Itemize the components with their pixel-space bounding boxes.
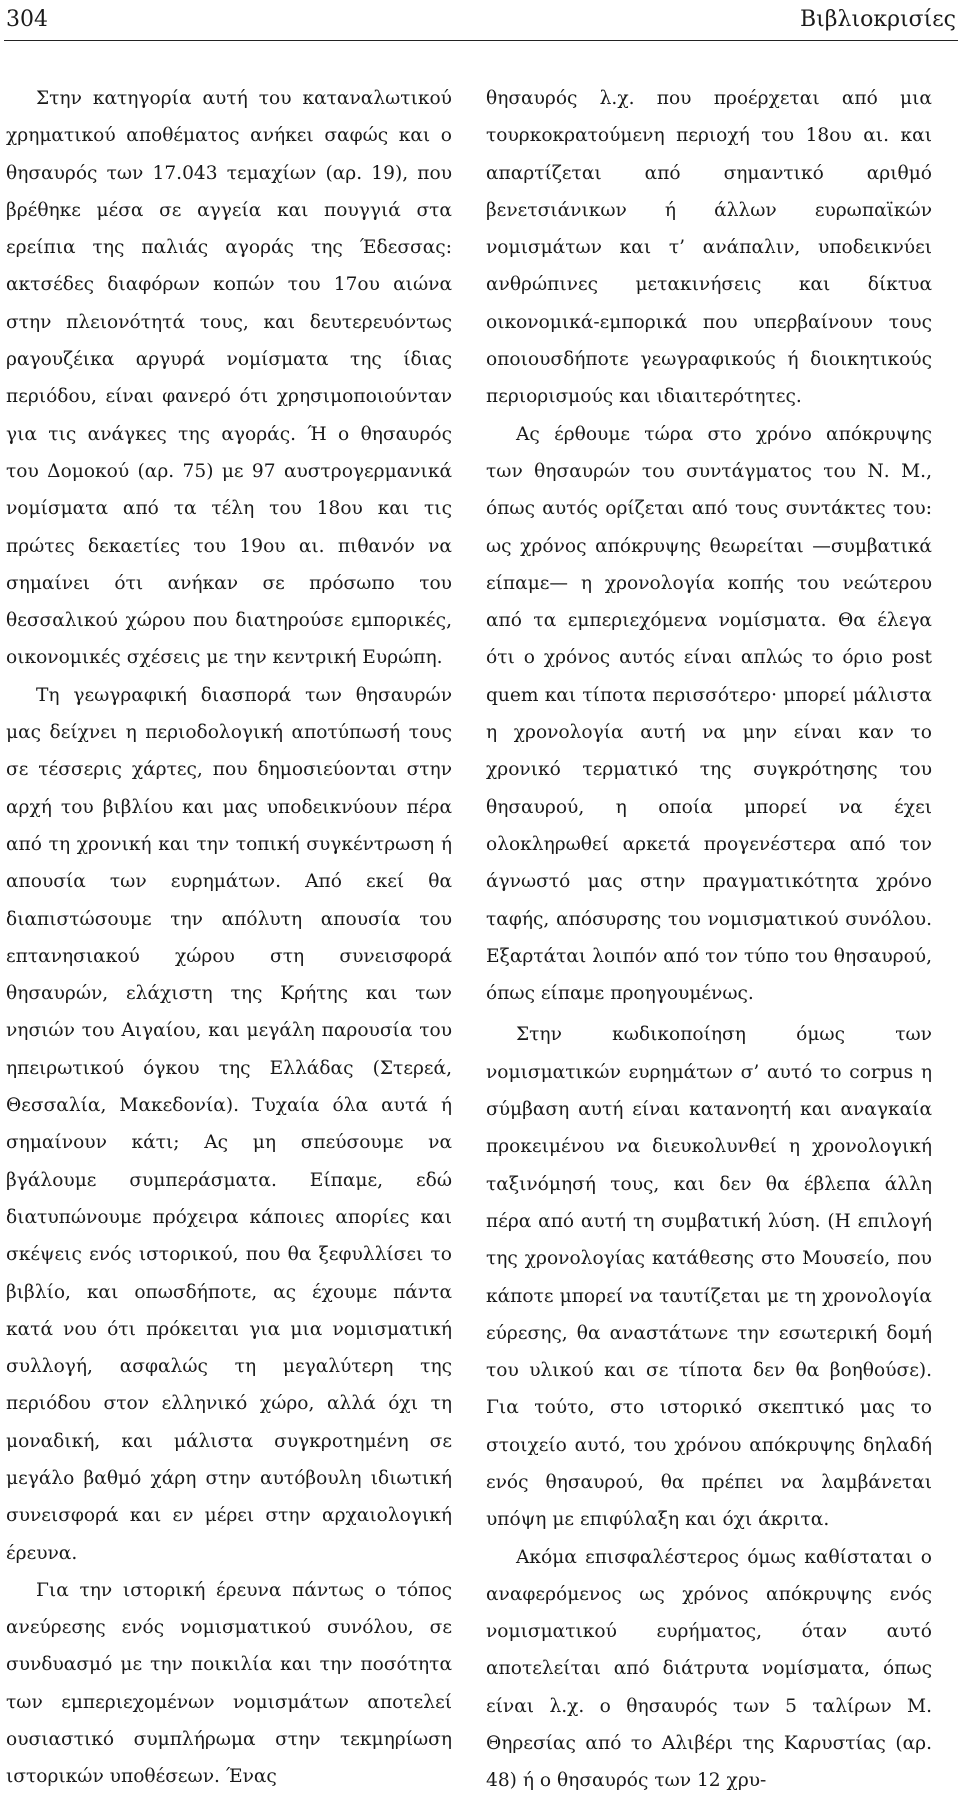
paragraph: Στην κατηγορία αυτή του καταναλωτικού χρηματικού αποθέματος ανήκει σαφώς και ο θησαυρός των 17.043 τεμαχίων (αρ. 19), που βρέθηκε μέσα σε αγγεία και πουγγιά στα ερείπια της παλιάς αγοράς της Έδεσσας: ακτσέδες διαφόρων κοπών του 17ου αιώνα στην πλειονότητά τους, και δευτερευόντως ραγουζέικα αργυρά νομίσματα της ίδιας περιόδου, είναι φανερό ότι χρησιμοποιούνταν για τις ανάγκες της αγοράς. Ή ο θησαυρός του Δομοκού (αρ. 75) με 97 αυστρογερμανικά νομίσματα από τα τέλη του 18ου και τις πρώτες δεκαετίες του 19ου αι. πιθανόν να σημαίνει ότι ανήκαν σε πρόσωπο του θεσσαλικού χώρου που διατηρούσε εμπορικές, οικονομικές σχέσεις με την κεντρική Ευρώπη. (6, 88, 452, 669)
paragraph: Ας έρθουμε τώρα στο χρόνο απόκρυψης των θησαυρών του συντάγματος του Ν. Μ., όπως αυτός ορίζεται από τους συντάκτες του: ως χρόνος απόκρυψης θεωρείται —συμβατικά είπαμε— η χρονολογία κοπής του νεώτερου από τα εμπεριεχόμενα νομίσματα. Θα έλεγα ότι ο χρόνος αυτός είναι απλώς το όριο post quem και τίποτα περισσότερο· μπορεί μάλιστα η χρονολογία αυτή να μην είναι καν το χρονικό τερματικό της συγκρότησης του θησαυρού, η οποία μπορεί να έχει ολοκληρωθεί αρκετά προγενέστερα από τον άγνωστό μας στην πραγματικότητα χρόνο ταφής, απόσυρσης του νομισματικού συνόλου. Εξαρτάται λοιπόν από τον τύπο του θησαυρού, όπως είπαμε προηγουμένως. (486, 423, 932, 1005)
page-number: 304 (6, 7, 48, 32)
paragraph: Για την ιστορική έρευνα πάντως ο τόπος ανεύρεσης ενός νομισματικού συνόλου, σε συνδυασμό με την ποικιλία και την ποσότητα των εμπεριεχομένων νομισμάτων αποτελεί ουσιαστικό συμπλήρωμα στην τεκμηρίωση ιστορικών υποθέσεων. Ένας (6, 1579, 452, 1788)
paragraph: Τη γεωγραφική διασπορά των θησαυρών μας δείχνει η περιοδολογική αποτύπωσή τους σε τέσσερις χάρτες, που δημοσιεύονται στην αρχή του βιβλίου και μας υποδεικνύουν πέρα από τη χρονική και την τοπική συγκέντρωση ή απουσία των ευρημάτων. Από εκεί θα διαπιστώσουμε την απόλυτη απουσία του επτανησιακού χώρου στη συνεισφορά θησαυρών, ελάχιστη της Κρήτης και των νησιών του Αιγαίου, και μεγάλη παρουσία του ηπειρωτικού όγκου της Ελλάδας (Στερεά, Θεσσαλία, Μακεδονία). Τυχαία όλα αυτά ή σημαίνουν κάτι; Ας μη σπεύσουμε να βγάλουμε συμπεράσματα. Είπαμε, εδώ διατυπώνουμε πρόχειρα κάποιες απορίες και σκέψεις ενός ιστορικού, που θα ξεφυλλίσει το βιβλίο, και οπωσδήποτε, ας έχουμε πάντα κατά νου ότι πρόκειται για μια νομισματική συλλογή, ασφαλώς τη μεγαλύτερη της περιόδου στον ελληνικό χώρο, αλλά όχι τη μοναδική, και μάλιστα συγκροτημένη σε μεγάλο βαθμό χάρη στην αυτόβουλη ιδιωτική συνεισφορά και εν μέρει στην αρχαιολογική έρευνα. (6, 684, 452, 1564)
paragraph: θησαυρός λ.χ. που προέρχεται από μια τουρκοκρατούμενη περιοχή του 18ου αι. και απαρτίζεται από σημαντικό αριθμό βενετσιάνικων ή άλλων ευρωπαϊκών νομισμάτων και τ’ ανάπαλιν, υποδεικνύει ανθρώπινες μετακινήσεις και δίκτυα οικονομικά-εμπορικά που υπερβαίνουν τους οποιουσδήποτε γεωγραφικούς ή διοικητικούς περιορισμούς και ιδιαιτερότητες. (486, 88, 932, 408)
left-column (6, 80, 452, 1796)
paragraph: Ακόμα επισφαλέστερος όμως καθίσταται ο αναφερόμενος ως χρόνος απόκρυψης ενός νομισματικού ευρήματος, όταν αυτό αποτελείται από διάτρυτα νομίσματα, όπως είναι λ.χ. ο θησαυρός των 5 ταλίρων Μ. Θηρεσίας από το Αλιβέρι της Καρυστίας (αρ. 48) ή ο θησαυρός των 12 χρυ- (486, 1546, 932, 1792)
right-column (486, 80, 932, 1800)
running-title: Βιβλιοκρισίες (800, 7, 956, 32)
page-header (4, 4, 958, 41)
paragraph: Στην κωδικοποίηση όμως των νομισματικών ευρημάτων σ’ αυτό το corpus η σύμβαση αυτή είναι κατανοητή και αναγκαία προκειμένου να διευκολυνθεί η χρονολογική ταξινόμησή τους, και δεν θα έβλεπα άλλη πέρα από αυτή τη συμβατική λύση. (Η επιλογή της χρονολογίας κατάθεσης στο Μουσείο, που κάποτε μπορεί να ταυτίζεται με τη χρονολογία εύρεσης, θα αναστάτωνε την εσωτερική δομή του υλικού και σε τίποτα δεν θα βοηθούσε). Για τούτο, στο ιστορικό σκεπτικό μας το στοιχείο αυτό, του χρόνου απόκρυψης δηλαδή ενός θησαυρού, θα πρέπει να λαμβάνεται υπόψη με επιφύλαξη και όχι άκριτα. (486, 1024, 932, 1531)
